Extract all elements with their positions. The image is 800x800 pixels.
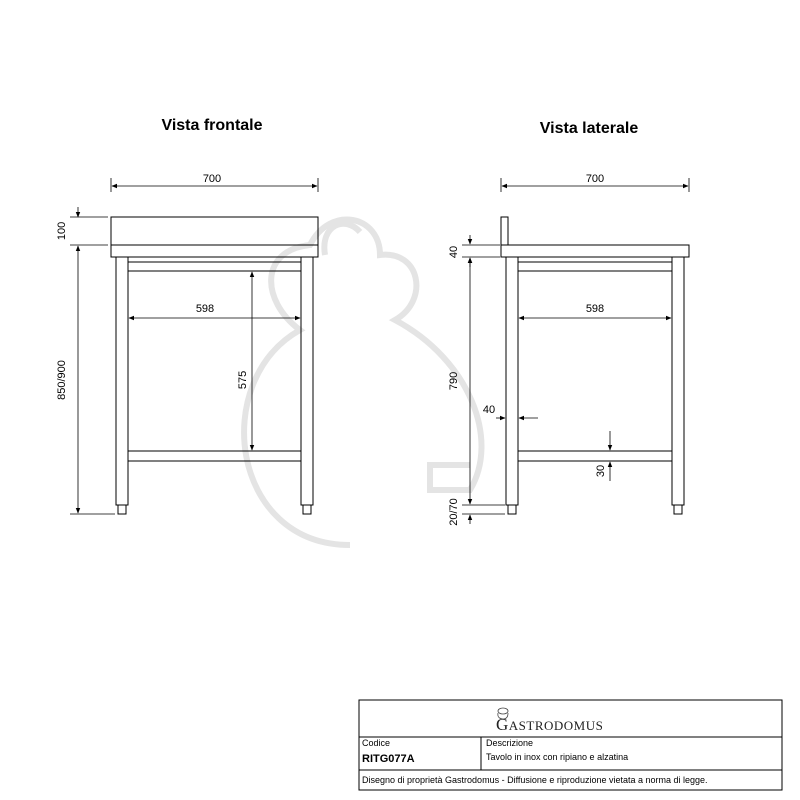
code-label: Codice bbox=[362, 738, 391, 748]
side-dim-foot-adjust: 20/70 bbox=[448, 498, 460, 526]
front-right-leg bbox=[301, 257, 313, 505]
front-view-title: Vista frontale bbox=[161, 117, 263, 134]
side-view-title: Vista laterale bbox=[539, 120, 639, 137]
ownership-notice: Disegno di proprietà Gastrodomus - Diffusione e riproduzione vietata a norma di legge. bbox=[362, 775, 708, 785]
brand-initial: G bbox=[496, 715, 509, 734]
front-view-drawing bbox=[111, 217, 318, 514]
front-backsplash bbox=[111, 217, 318, 245]
side-dim-top-thickness: 40 bbox=[448, 245, 460, 259]
side-upstand bbox=[501, 217, 508, 245]
description-value: Tavolo in inox con ripiano e alzatina bbox=[486, 752, 629, 762]
side-dim-leg-height: 790 bbox=[448, 371, 460, 391]
brand-name bbox=[496, 715, 603, 734]
brand-rest: ASTRODOMUS bbox=[508, 718, 604, 733]
side-dim-leg-width: 40 bbox=[482, 404, 496, 416]
watermark-logo bbox=[244, 220, 481, 545]
side-right-leg bbox=[672, 257, 684, 505]
front-dim-backsplash: 100 bbox=[56, 221, 68, 241]
front-dim-inner-width: 598 bbox=[195, 303, 215, 315]
front-left-leg bbox=[116, 257, 128, 505]
front-dim-width: 700 bbox=[202, 173, 222, 185]
front-dim-total-height: 850/900 bbox=[56, 360, 68, 400]
front-left-foot bbox=[118, 505, 126, 514]
side-dim-width: 700 bbox=[585, 173, 605, 185]
code-value: RITG077A bbox=[362, 753, 415, 765]
side-worktop bbox=[501, 245, 689, 257]
front-dim-inner-height: 575 bbox=[237, 370, 249, 390]
side-dim-inner-width: 598 bbox=[585, 303, 605, 315]
description-label: Descrizione bbox=[486, 738, 534, 748]
side-right-foot bbox=[674, 505, 682, 514]
side-dimensions bbox=[462, 178, 689, 524]
front-right-foot bbox=[303, 505, 311, 514]
side-dim-shelf: 30 bbox=[595, 464, 607, 478]
side-left-leg bbox=[506, 257, 518, 505]
side-left-foot bbox=[508, 505, 516, 514]
